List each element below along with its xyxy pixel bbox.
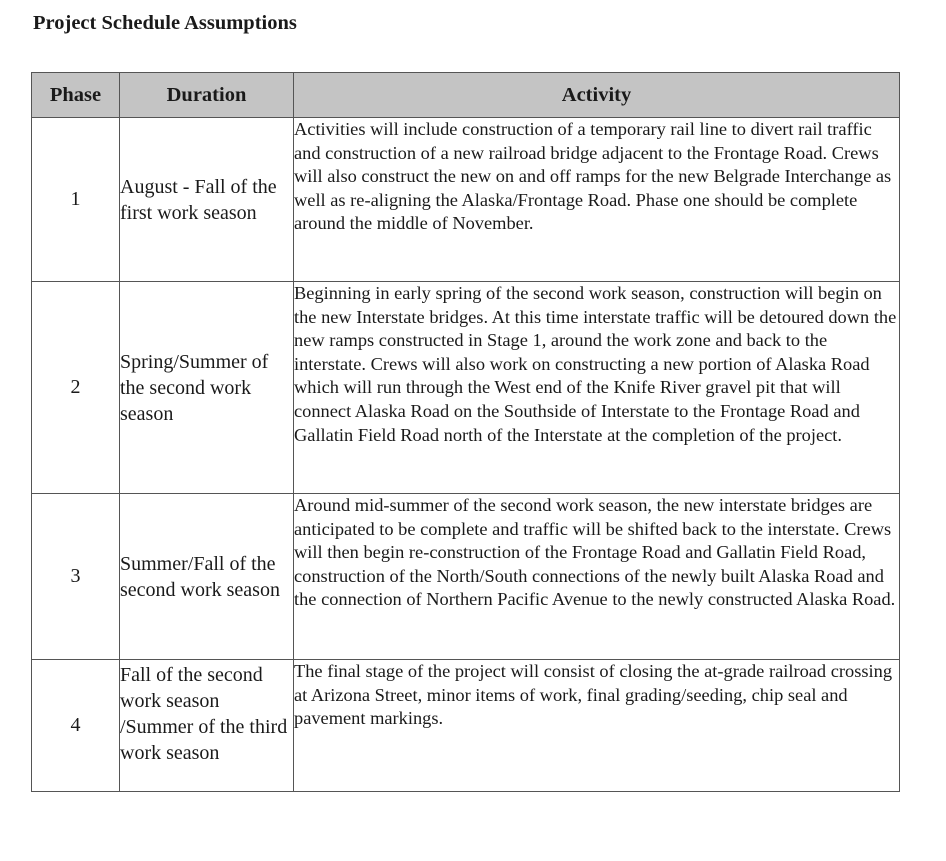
table-row <box>32 660 900 792</box>
duration-cell: August - Fall of the first work season <box>120 118 294 282</box>
phase-cell: 1 <box>32 118 120 282</box>
column-header-duration: Duration <box>120 73 294 118</box>
column-header-activity: Activity <box>294 73 900 118</box>
column-header-phase: Phase <box>32 73 120 118</box>
table-row <box>32 494 900 660</box>
phase-cell: 2 <box>32 282 120 494</box>
phase-cell: 4 <box>32 660 120 792</box>
duration-cell: Summer/Fall of the second work season <box>120 494 294 660</box>
phase-cell: 3 <box>32 494 120 660</box>
activity-cell: Around mid-summer of the second work season, the new interstate bridges are anticipated to be complete and traffic will be shifted back to the interstate. Crews will then begin re-construction of the Frontage Road and Gallatin Field Road, construction of the North/South connections of the newly built Alaska Road and the connection of Northern Pacific Avenue to the newly constructed Alaska Road. <box>294 494 900 660</box>
activity-cell: Activities will include construction of a temporary rail line to divert rail traffic and construction of a new railroad bridge adjacent to the Frontage Road. Crews will also construct the new on and off ramps for the new Belgrade Interchange as well as re-aligning the Alaska/Frontage Road. Phase one should be complete around the middle of November. <box>294 118 900 282</box>
table-row <box>32 118 900 282</box>
activity-cell: Beginning in early spring of the second work season, construction will begin on the new Interstate bridges. At this time interstate traffic will be detoured down the new ramps constructed in Stage 1, around the work zone and back to the interstate. Crews will also work on constructing a new portion of Alaska Road which will run through the West end of the Knife River gravel pit that will connect Alaska Road on the Southside of Interstate to the Frontage Road and Gallatin Field Road north of the Interstate at the completion of the project. <box>294 282 900 494</box>
schedule-table <box>31 72 900 792</box>
duration-cell: Spring/Summer of the second work season <box>120 282 294 494</box>
duration-cell: Fall of the second work season /Summer of the third work season <box>120 660 294 792</box>
table-row <box>32 282 900 494</box>
activity-cell: The final stage of the project will consist of closing the at-grade railroad crossing at Arizona Street, minor items of work, final grading/seeding, chip seal and pavement markings. <box>294 660 900 792</box>
page-title: Project Schedule Assumptions <box>33 12 297 34</box>
table-header-row <box>32 73 900 118</box>
